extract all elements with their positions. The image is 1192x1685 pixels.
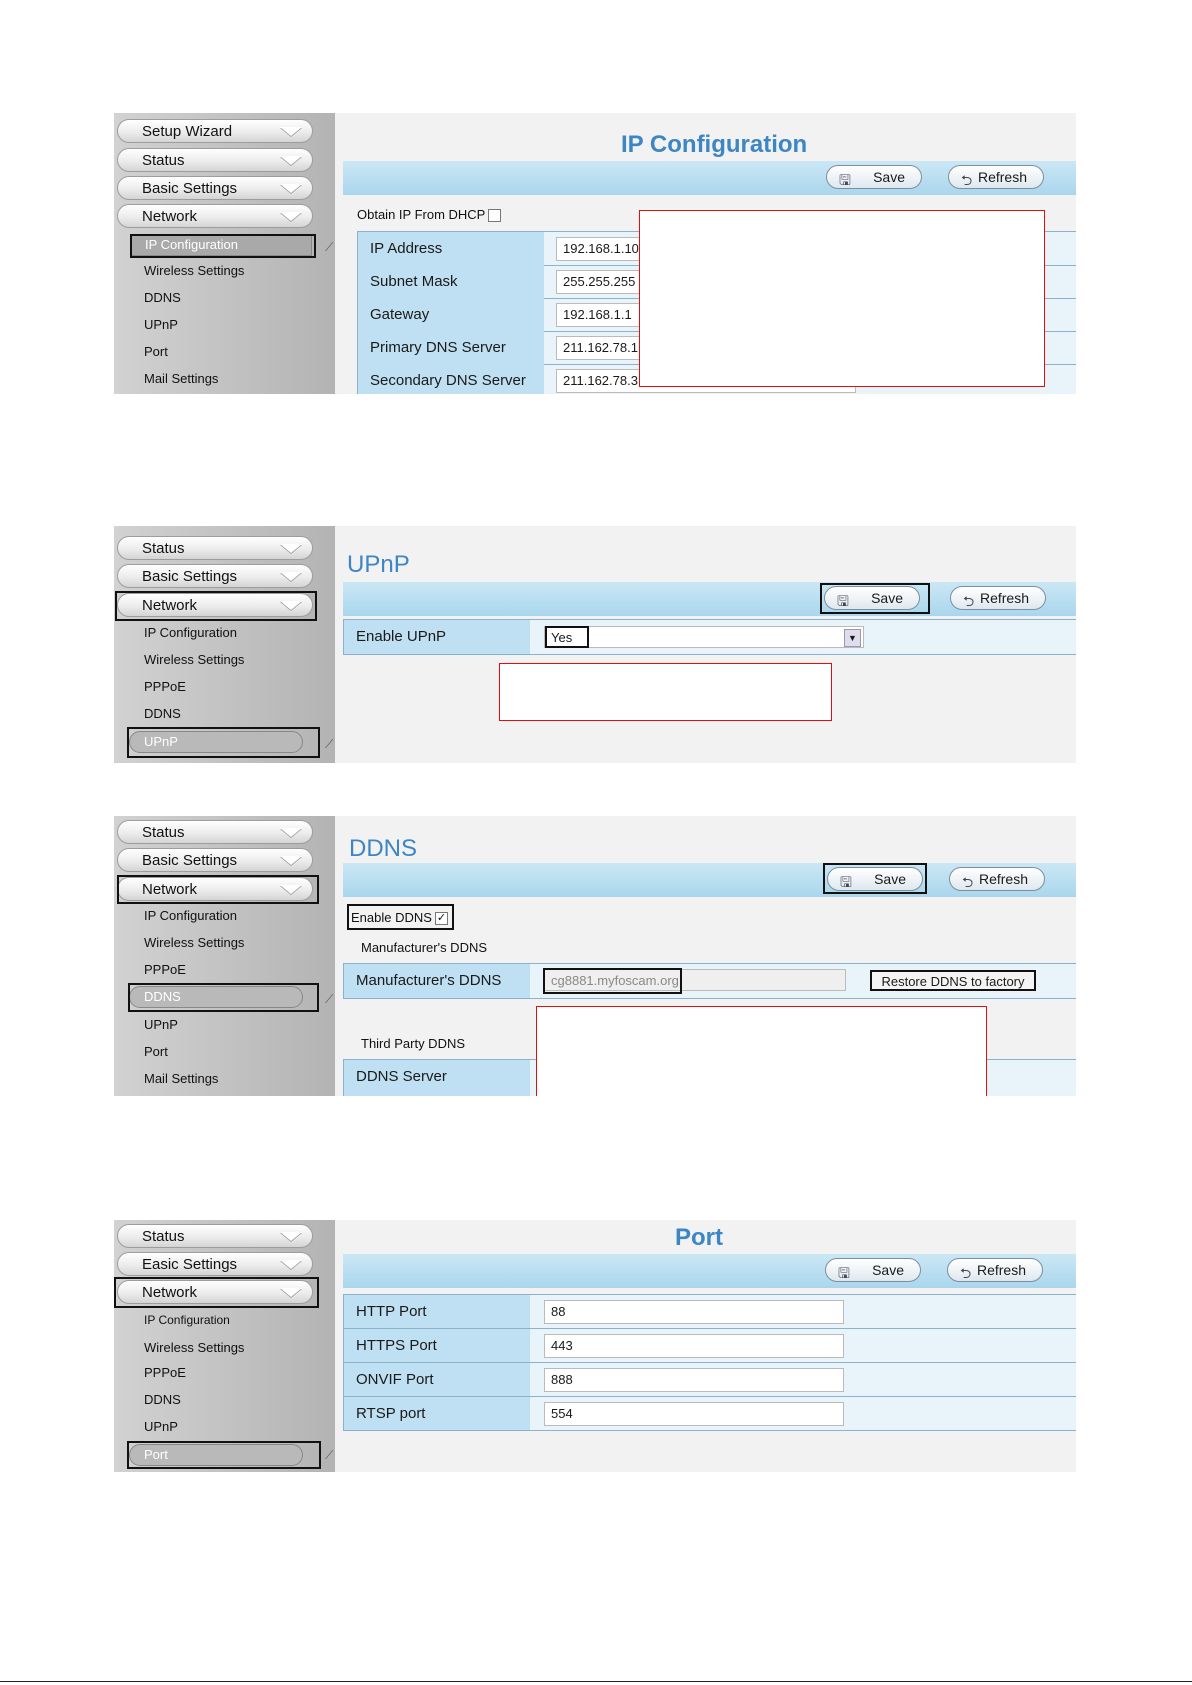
chevron-down-icon <box>280 885 302 894</box>
annotation-box <box>499 663 832 721</box>
sidebar-item-ddns[interactable]: DDNS <box>144 706 181 721</box>
divider-notch: ⟋ <box>325 1448 334 1462</box>
save-button[interactable] <box>824 586 920 610</box>
divider-notch: ⟋ <box>325 737 334 751</box>
chevron-down-icon <box>280 127 302 136</box>
sidebar-item-mail-settings[interactable]: Mail Settings <box>144 371 219 386</box>
floppy-disk-icon: 🖫 <box>839 172 851 188</box>
refresh-label: Refresh <box>977 169 1027 185</box>
chevron-down-icon <box>280 1288 302 1297</box>
row-label: ONVIF Port <box>344 1363 530 1396</box>
page-footer-rule <box>0 1681 1192 1682</box>
chevron-down-icon <box>280 1260 302 1269</box>
sidebar-item-wireless-settings[interactable]: Wireless Settings <box>144 652 245 667</box>
menu-label: Easic Settings <box>142 1256 238 1273</box>
row-label: Subnet Mask <box>358 265 544 298</box>
menu-label: Status <box>142 1228 185 1245</box>
menu-label: Network <box>142 597 198 614</box>
menu-basic-settings[interactable] <box>117 848 313 872</box>
enable-ddns-option[interactable] <box>351 910 448 925</box>
sidebar <box>114 816 335 1096</box>
page-title: UPnP <box>347 551 410 578</box>
sidebar-item-ddns[interactable]: DDNS <box>129 986 303 1008</box>
refresh-button[interactable] <box>948 165 1044 189</box>
row-label: DDNS Server <box>344 1060 530 1096</box>
menu-network[interactable] <box>117 593 313 617</box>
floppy-disk-icon: 🖫 <box>840 874 852 890</box>
table-row <box>344 1295 1076 1329</box>
sidebar-item-port[interactable]: Port <box>144 1044 168 1059</box>
sidebar-item-port[interactable]: Port <box>144 344 168 359</box>
save-label: Save <box>873 169 905 185</box>
row-label: Enable UPnP <box>344 620 530 654</box>
ip-address-input[interactable]: 192.168.1.10 <box>556 237 856 261</box>
floppy-disk-icon: 🖫 <box>837 593 849 609</box>
menu-label: Network <box>142 881 198 898</box>
subnet-mask-input[interactable]: 255.255.255 <box>556 270 856 294</box>
toolbar <box>343 863 1076 897</box>
menu-label: Status <box>142 540 185 557</box>
menu-status[interactable] <box>117 1224 313 1248</box>
row-label: Primary DNS Server <box>358 331 544 364</box>
chevron-down-icon <box>280 1232 302 1241</box>
page-title: IP Configuration <box>621 131 808 158</box>
chevron-down-icon[interactable]: ▼ <box>844 629 861 647</box>
menu-label: Basic Settings <box>142 568 238 585</box>
refresh-label: Refresh <box>978 871 1028 887</box>
row-label: HTTPS Port <box>344 1329 530 1362</box>
dhcp-label: Obtain IP From DHCP <box>357 207 486 222</box>
menu-network[interactable] <box>117 877 313 901</box>
sidebar-item-upnp[interactable]: UPnP <box>144 317 178 332</box>
page-title: Port <box>675 1224 723 1251</box>
sidebar-item-upnp[interactable]: UPnP <box>129 731 303 753</box>
sidebar-item-wireless-settings[interactable]: Wireless Settings <box>144 263 245 278</box>
menu-basic-settings[interactable] <box>117 1252 313 1276</box>
page-title: DDNS <box>349 835 418 862</box>
save-button[interactable] <box>826 165 922 189</box>
main-panel <box>335 526 1076 763</box>
row-label: Secondary DNS Server <box>358 364 544 394</box>
refresh-button[interactable] <box>947 1258 1043 1282</box>
menu-network[interactable] <box>117 1280 313 1304</box>
menu-label: Basic Settings <box>142 852 238 869</box>
onvif-port-input[interactable]: 888 <box>544 1368 844 1392</box>
menu-basic-settings[interactable] <box>117 564 313 588</box>
row-label: IP Address <box>358 232 544 265</box>
table-row <box>344 1363 1076 1397</box>
divider-notch: ⟋ <box>325 240 334 254</box>
upnp-table <box>343 619 1076 655</box>
sidebar-item-upnp[interactable]: UPnP <box>144 1419 178 1434</box>
sidebar-item-pppoe[interactable]: PPPoE <box>144 962 186 977</box>
chevron-down-icon <box>280 156 302 165</box>
toolbar <box>343 582 1076 616</box>
chevron-down-icon <box>280 601 302 610</box>
ip-config-screenshot <box>114 113 1076 394</box>
main-panel <box>335 816 1076 1096</box>
sidebar-item-ip-configuration[interactable]: IP Configuration <box>144 1313 230 1327</box>
refresh-button[interactable] <box>950 586 1046 610</box>
table-row <box>344 1329 1076 1363</box>
annotation-box <box>536 1006 987 1096</box>
save-button[interactable] <box>827 867 923 891</box>
menu-status[interactable] <box>117 820 313 844</box>
row-label: RTSP port <box>344 1397 530 1430</box>
secondary-dns-input[interactable]: 211.162.78.3 <box>556 369 856 393</box>
menu-network[interactable] <box>117 204 313 228</box>
row-label: Manufacturer's DDNS <box>344 964 530 998</box>
upnp-screenshot <box>114 526 1076 763</box>
rtsp-port-input[interactable]: 554 <box>544 1402 844 1426</box>
chevron-down-icon <box>280 184 302 193</box>
mfr-ddns-field: cg8881.myfoscam.org <box>544 969 846 991</box>
section-heading: Manufacturer's DDNS <box>361 940 488 955</box>
restore-ddns-button[interactable]: Restore DDNS to factory <box>870 970 1036 991</box>
select-value: Yes <box>551 630 573 645</box>
refresh-button[interactable] <box>949 867 1045 891</box>
sidebar-item-ip-configuration[interactable]: IP Configuration <box>144 625 237 640</box>
sidebar-item-wireless-settings[interactable]: Wireless Settings <box>144 1340 245 1355</box>
enable-upnp-select[interactable] <box>544 626 864 648</box>
menu-basic-settings[interactable] <box>117 176 313 200</box>
chevron-down-icon <box>280 572 302 581</box>
sidebar-item-wireless-settings[interactable]: Wireless Settings <box>144 935 245 950</box>
save-label: Save <box>874 871 906 887</box>
primary-dns-input[interactable]: 211.162.78.1 <box>556 336 856 360</box>
annotation-box <box>639 210 1045 387</box>
sidebar-item-port[interactable]: Port <box>129 1444 303 1466</box>
save-button[interactable] <box>825 1258 921 1282</box>
floppy-disk-icon: 🖫 <box>838 1265 850 1281</box>
sidebar-item-pppoe[interactable]: PPPoE <box>144 679 186 694</box>
save-label: Save <box>872 1262 904 1278</box>
row-label: HTTP Port <box>344 1295 530 1328</box>
gateway-input[interactable]: 192.168.1.1 <box>556 303 856 327</box>
menu-setup-wizard[interactable] <box>117 119 313 143</box>
refresh-label: Refresh <box>979 590 1029 606</box>
sidebar-item-ip-configuration[interactable]: IP Configuration <box>130 234 312 256</box>
sidebar-item-ddns[interactable]: DDNS <box>144 1392 181 1407</box>
dhcp-option[interactable] <box>357 207 501 222</box>
menu-label: Setup Wizard <box>142 123 233 140</box>
sidebar-item-upnp[interactable]: UPnP <box>144 1017 178 1032</box>
sidebar <box>114 1220 335 1472</box>
mfr-ddns-table <box>343 963 1076 999</box>
chevron-down-icon <box>280 544 302 553</box>
port-table <box>343 1294 1076 1431</box>
section-heading: Third Party DDNS <box>361 1036 466 1051</box>
enable-ddns-checkbox[interactable]: ✓ <box>436 912 447 925</box>
menu-label: Status <box>142 152 185 169</box>
chevron-down-icon <box>280 212 302 221</box>
sidebar <box>114 526 335 763</box>
sidebar-item-mail-settings[interactable]: Mail Settings <box>144 1071 219 1086</box>
back-arrow-icon: ⮌ <box>961 172 973 188</box>
menu-label: Status <box>142 824 185 841</box>
back-arrow-icon: ⮌ <box>960 1265 972 1281</box>
toolbar <box>343 161 1076 195</box>
toolbar <box>343 1254 1076 1288</box>
https-port-input[interactable]: 443 <box>544 1334 844 1358</box>
enable-ddns-label: Enable DDNS <box>351 910 432 925</box>
save-label: Save <box>871 590 903 606</box>
sidebar-item-ip-configuration[interactable]: IP Configuration <box>144 908 237 923</box>
dhcp-checkbox[interactable] <box>488 209 501 222</box>
row-label: Gateway <box>358 298 544 331</box>
chevron-down-icon <box>280 856 302 865</box>
menu-label: Basic Settings <box>142 180 238 197</box>
sidebar-item-ddns[interactable]: DDNS <box>144 290 181 305</box>
back-arrow-icon: ⮌ <box>963 593 975 609</box>
table-row <box>344 1397 1076 1430</box>
menu-label: Network <box>142 208 198 225</box>
chevron-down-icon <box>280 828 302 837</box>
port-screenshot <box>114 1220 1076 1472</box>
back-arrow-icon: ⮌ <box>962 874 974 890</box>
main-panel <box>335 113 1076 394</box>
http-port-input[interactable]: 88 <box>544 1300 844 1324</box>
refresh-label: Refresh <box>976 1262 1026 1278</box>
menu-status[interactable] <box>117 148 313 172</box>
ddns-screenshot <box>114 816 1076 1096</box>
menu-status[interactable] <box>117 536 313 560</box>
divider-notch: ⟋ <box>325 992 334 1006</box>
main-panel <box>335 1220 1076 1472</box>
sidebar <box>114 113 335 394</box>
sidebar-item-pppoe[interactable]: PPPoE <box>144 1365 186 1380</box>
menu-label: Network <box>142 1284 198 1301</box>
